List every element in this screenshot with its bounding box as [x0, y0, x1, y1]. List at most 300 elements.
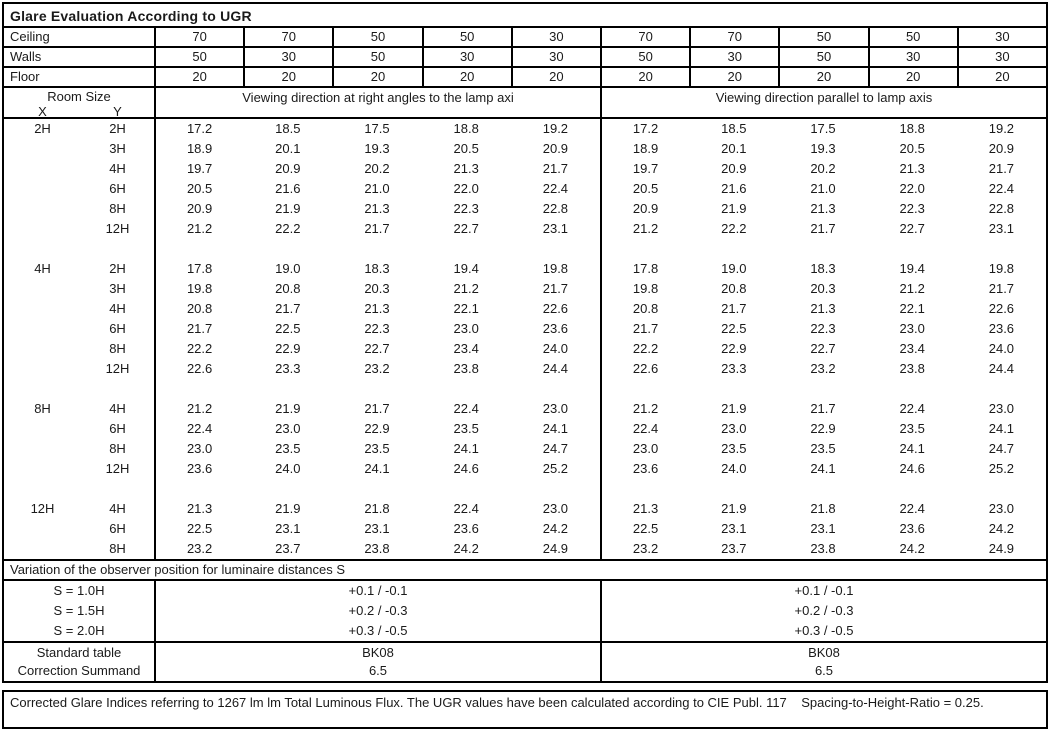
ugr-value-right: 20.5 — [899, 141, 925, 156]
ugr-value-left: 23.2 — [154, 539, 243, 559]
ugr-value-left: 23.6 — [154, 459, 243, 479]
ugr-value-right: 22.7 — [899, 221, 925, 236]
ugr-value-right: 24.2 — [899, 541, 925, 556]
room-x-value — [4, 379, 81, 399]
surface-value: 50 — [332, 48, 421, 66]
ugr-value-left: 24.6 — [453, 461, 479, 476]
surface-value: 70 — [243, 28, 332, 46]
room-x-value: 12H — [30, 501, 55, 516]
ugr-value-left: 23.8 — [364, 541, 390, 556]
ugr-value-left: 21.3 — [364, 301, 390, 316]
ugr-value-left: 23.5 — [364, 441, 390, 456]
ugr-value-right — [868, 379, 957, 399]
surface-value: 50 — [778, 28, 867, 46]
ugr-value-left: 19.0 — [275, 261, 301, 276]
room-y-value: 2H — [109, 121, 126, 136]
ugr-value-left: 19.3 — [364, 141, 390, 156]
ugr-value-right — [689, 479, 778, 499]
variation-value-left: +0.3 / -0.5 — [154, 621, 600, 641]
room-x-value — [4, 359, 81, 379]
room-y-value: 2H — [109, 261, 126, 276]
surface-value: 20 — [778, 68, 867, 86]
surface-row-label: Walls — [10, 49, 42, 64]
ugr-value-left — [422, 239, 511, 259]
ugr-value-left: 21.7 — [154, 319, 243, 339]
ugr-value-left — [332, 479, 421, 499]
surface-value: 20 — [689, 68, 778, 86]
ugr-value-right: 18.9 — [600, 139, 689, 159]
ugr-value-left: 24.2 — [542, 521, 569, 536]
room-x-value — [4, 139, 81, 159]
ugr-row — [4, 479, 1046, 499]
ugr-value-right — [778, 379, 867, 399]
ugr-value-right: 21.3 — [810, 301, 836, 316]
surface-row-label: Ceiling — [10, 29, 50, 44]
surface-value: 30 — [957, 48, 1046, 66]
ugr-value-left: 25.2 — [542, 461, 569, 476]
surface-value: 30 — [243, 48, 332, 66]
ugr-row — [4, 419, 1046, 439]
surface-value: 70 — [600, 28, 689, 46]
ugr-value-right: 23.6 — [600, 459, 689, 479]
ugr-value-right: 23.1 — [988, 221, 1015, 236]
ugr-value-right: 24.0 — [721, 461, 747, 476]
ugr-value-right — [957, 239, 1046, 259]
surface-value: 30 — [689, 48, 778, 66]
ugr-value-right: 23.6 — [988, 321, 1015, 336]
ugr-value-right — [957, 479, 1046, 499]
room-y-value: 8H — [109, 541, 126, 556]
ugr-value-right: 20.3 — [810, 281, 836, 296]
ugr-value-left: 20.9 — [542, 141, 569, 156]
room-x-value — [4, 179, 81, 199]
ugr-value-right: 22.1 — [899, 301, 925, 316]
room-y-value: 8H — [109, 441, 126, 456]
variation-row — [4, 621, 1046, 641]
ugr-value-right: 21.2 — [899, 281, 925, 296]
ugr-value-right: 21.9 — [721, 501, 747, 516]
ugr-value-left: 19.7 — [154, 159, 243, 179]
x-axis-label: X — [38, 104, 47, 119]
room-x-value — [4, 539, 81, 559]
summary-label: Standard table — [36, 645, 122, 660]
room-x-value: 2H — [34, 121, 51, 136]
ugr-value-left: 22.7 — [453, 221, 479, 236]
ugr-row — [4, 339, 1046, 359]
ugr-value-left: 20.5 — [453, 141, 479, 156]
ugr-row — [4, 459, 1046, 479]
ugr-value-right: 17.8 — [600, 259, 689, 279]
ugr-value-right — [600, 239, 689, 259]
ugr-value-left: 24.0 — [275, 461, 301, 476]
ugr-row — [4, 539, 1046, 559]
ugr-value-left — [511, 479, 600, 499]
room-y-value: 6H — [109, 521, 126, 536]
ugr-value-left: 21.9 — [275, 501, 301, 516]
ugr-value-right: 21.7 — [721, 301, 747, 316]
ugr-value-right: 22.9 — [810, 421, 836, 436]
ugr-value-right: 20.8 — [600, 299, 689, 319]
room-x-value — [4, 219, 81, 239]
surface-value: 70 — [689, 28, 778, 46]
ugr-value-right: 21.7 — [810, 221, 836, 236]
summary-label: Correction Summand — [17, 663, 141, 678]
ugr-value-right: 21.3 — [899, 161, 925, 176]
surface-value: 50 — [600, 48, 689, 66]
ugr-value-right — [778, 479, 867, 499]
ugr-value-right: 22.5 — [600, 519, 689, 539]
ugr-value-left: 22.5 — [275, 321, 301, 336]
table-title: Glare Evaluation According to UGR — [4, 4, 1046, 28]
ugr-value-left: 22.4 — [154, 419, 243, 439]
ugr-value-right — [600, 379, 689, 399]
ugr-value-left — [154, 239, 243, 259]
ugr-value-left: 23.0 — [542, 501, 569, 516]
ugr-row — [4, 499, 1046, 519]
ugr-value-right: 23.8 — [899, 361, 925, 376]
surface-value: 30 — [868, 48, 957, 66]
ugr-value-left: 24.7 — [542, 441, 569, 456]
ugr-value-left: 22.5 — [154, 519, 243, 539]
ugr-value-left: 19.2 — [542, 121, 569, 136]
ugr-value-right: 22.4 — [899, 501, 925, 516]
surface-value: 50 — [868, 28, 957, 46]
ugr-row — [4, 179, 1046, 199]
ugr-value-left: 23.5 — [275, 441, 301, 456]
ugr-row — [4, 319, 1046, 339]
room-y-value: 12H — [105, 461, 130, 476]
ugr-value-left: 22.2 — [154, 339, 243, 359]
ugr-value-left: 23.1 — [275, 521, 301, 536]
room-x-value — [4, 419, 81, 439]
ugr-value-right: 23.0 — [988, 501, 1015, 516]
ugr-value-right: 24.2 — [988, 521, 1015, 536]
variation-value-left: +0.2 / -0.3 — [154, 601, 600, 621]
ugr-value-left: 20.2 — [364, 161, 390, 176]
ugr-value-left: 21.6 — [275, 181, 301, 196]
ugr-value-right: 23.1 — [721, 521, 747, 536]
ugr-value-left: 23.6 — [453, 521, 479, 536]
ugr-value-right: 23.5 — [721, 441, 747, 456]
summary-value-left: BK08 — [154, 643, 600, 663]
variation-value-right: +0.1 / -0.1 — [600, 581, 1046, 601]
ugr-value-right: 17.5 — [810, 121, 836, 136]
ugr-value-right: 19.0 — [721, 261, 747, 276]
room-y-value: 4H — [109, 401, 126, 416]
ugr-value-left: 21.7 — [364, 221, 390, 236]
ugr-value-right: 20.9 — [600, 199, 689, 219]
summary-value-right: BK08 — [600, 643, 1046, 663]
ugr-value-left — [243, 479, 332, 499]
ugr-value-left: 24.1 — [364, 461, 390, 476]
ugr-value-left — [422, 479, 511, 499]
room-y-value: 4H — [109, 301, 126, 316]
ugr-value-right: 22.8 — [988, 201, 1015, 216]
ugr-value-left: 23.6 — [542, 321, 569, 336]
ugr-value-left: 20.3 — [364, 281, 390, 296]
ugr-value-left: 22.2 — [275, 221, 301, 236]
ugr-value-left: 24.0 — [542, 341, 569, 356]
ugr-value-right: 24.1 — [899, 441, 925, 456]
room-size-header — [4, 88, 154, 119]
room-y-value: 4H — [109, 161, 126, 176]
ugr-value-right: 18.5 — [721, 121, 747, 136]
ugr-value-left: 22.4 — [542, 181, 569, 196]
variation-label: S = 1.0H — [53, 583, 105, 598]
surface-value: 30 — [511, 48, 600, 66]
surface-value: 50 — [154, 48, 243, 66]
ugr-value-left: 19.8 — [154, 279, 243, 299]
ugr-value-right: 21.2 — [600, 399, 689, 419]
ugr-value-right — [868, 479, 957, 499]
summary-value-right: 6.5 — [600, 661, 1046, 681]
ugr-value-right: 19.7 — [600, 159, 689, 179]
ugr-value-left: 22.7 — [364, 341, 390, 356]
ugr-value-left: 21.9 — [275, 401, 301, 416]
ugr-value-left — [154, 479, 243, 499]
summary-row — [4, 641, 1046, 661]
room-x-value — [4, 159, 81, 179]
ugr-value-right: 25.2 — [988, 461, 1015, 476]
ugr-value-left: 22.4 — [453, 501, 479, 516]
summary-value-left: 6.5 — [154, 661, 600, 681]
room-y-value: 6H — [109, 181, 126, 196]
ugr-value-left: 23.1 — [542, 221, 569, 236]
ugr-value-right: 21.7 — [988, 161, 1015, 176]
ugr-value-left: 17.8 — [154, 259, 243, 279]
room-y-value — [81, 379, 154, 399]
ugr-value-left: 23.7 — [275, 541, 301, 556]
surface-row-floor — [4, 68, 1046, 88]
ugr-row — [4, 199, 1046, 219]
ugr-value-right — [868, 239, 957, 259]
ugr-value-left: 22.9 — [275, 341, 301, 356]
ugr-value-right: 23.3 — [721, 361, 747, 376]
ugr-value-right: 23.2 — [810, 361, 836, 376]
room-x-value — [4, 319, 81, 339]
ugr-value-right: 23.0 — [988, 401, 1015, 416]
room-y-value: 3H — [109, 141, 126, 156]
ugr-value-left: 17.5 — [364, 121, 390, 136]
ugr-value-right: 22.4 — [600, 419, 689, 439]
surface-value: 70 — [154, 28, 243, 46]
ugr-value-left: 21.7 — [542, 281, 569, 296]
ugr-value-left: 23.8 — [453, 361, 479, 376]
ugr-value-right: 21.0 — [810, 181, 836, 196]
ugr-value-right: 20.2 — [810, 161, 836, 176]
y-axis-label: Y — [113, 104, 122, 119]
room-y-value: 8H — [109, 341, 126, 356]
ugr-row — [4, 259, 1046, 279]
ugr-value-right: 22.7 — [810, 341, 836, 356]
ugr-value-right: 24.1 — [988, 421, 1015, 436]
ugr-value-left: 23.3 — [275, 361, 301, 376]
ugr-value-right: 19.4 — [899, 261, 925, 276]
ugr-value-right: 22.4 — [899, 401, 925, 416]
ugr-value-left — [154, 379, 243, 399]
room-x-value — [4, 439, 81, 459]
ugr-value-right: 19.8 — [988, 261, 1015, 276]
ugr-value-left: 21.3 — [154, 499, 243, 519]
ugr-value-right: 22.6 — [988, 301, 1015, 316]
ugr-value-left — [511, 379, 600, 399]
ugr-value-right: 21.7 — [988, 281, 1015, 296]
variation-value-left: +0.1 / -0.1 — [154, 581, 600, 601]
room-x-value — [4, 459, 81, 479]
ugr-value-right: 23.0 — [721, 421, 747, 436]
ugr-value-right: 24.0 — [988, 341, 1015, 356]
ugr-value-left: 18.8 — [453, 121, 479, 136]
ugr-value-right: 22.2 — [721, 221, 747, 236]
ugr-value-right: 24.7 — [988, 441, 1015, 456]
variation-row — [4, 601, 1046, 621]
ugr-value-right — [689, 239, 778, 259]
ugr-value-right: 22.3 — [899, 201, 925, 216]
ugr-value-left: 22.6 — [542, 301, 569, 316]
room-x-value: 4H — [34, 261, 51, 276]
ugr-value-right: 21.2 — [600, 219, 689, 239]
variation-heading: Variation of the observer position for luminaire distances S — [4, 559, 1046, 581]
ugr-value-left: 21.2 — [154, 219, 243, 239]
ugr-value-right: 23.7 — [721, 541, 747, 556]
ugr-value-right: 24.1 — [810, 461, 836, 476]
ugr-value-right — [957, 379, 1046, 399]
ugr-row — [4, 359, 1046, 379]
room-y-value: 6H — [109, 321, 126, 336]
left-viewing-heading: Viewing direction at right angles to the lamp axi — [154, 88, 600, 119]
ugr-value-right: 22.6 — [600, 359, 689, 379]
ugr-value-right: 20.9 — [988, 141, 1015, 156]
ugr-value-left: 21.2 — [154, 399, 243, 419]
surface-row-ceiling — [4, 28, 1046, 48]
ugr-value-left: 19.8 — [542, 261, 569, 276]
surface-value: 20 — [243, 68, 332, 86]
room-x-value — [4, 479, 81, 499]
surface-row-label: Floor — [10, 69, 40, 84]
ugr-value-left: 23.2 — [364, 361, 390, 376]
room-x-value — [4, 239, 81, 259]
ugr-value-right: 20.8 — [721, 281, 747, 296]
ugr-row — [4, 299, 1046, 319]
ugr-value-right: 19.8 — [600, 279, 689, 299]
surface-value: 20 — [422, 68, 511, 86]
ugr-value-left: 20.9 — [154, 199, 243, 219]
ugr-value-right: 23.5 — [899, 421, 925, 436]
ugr-row — [4, 439, 1046, 459]
ugr-value-right: 23.6 — [899, 521, 925, 536]
ugr-value-right: 23.0 — [600, 439, 689, 459]
room-y-value — [81, 479, 154, 499]
surface-value: 30 — [957, 28, 1046, 46]
ugr-table — [2, 2, 1048, 683]
ugr-value-left: 22.0 — [453, 181, 479, 196]
ugr-value-left: 22.4 — [453, 401, 479, 416]
ugr-value-left: 21.3 — [364, 201, 390, 216]
ugr-value-left: 21.0 — [364, 181, 390, 196]
ugr-row — [4, 279, 1046, 299]
ugr-value-left: 22.6 — [154, 359, 243, 379]
room-x-value — [4, 199, 81, 219]
surface-reflectance-rows — [4, 28, 1046, 88]
ugr-value-right: 21.6 — [721, 181, 747, 196]
room-y-value: 6H — [109, 421, 126, 436]
ugr-value-right: 18.8 — [899, 121, 925, 136]
variation-label: S = 1.5H — [53, 603, 105, 618]
room-y-value: 4H — [109, 501, 126, 516]
surface-row-walls — [4, 48, 1046, 68]
ugr-value-left: 24.4 — [542, 361, 569, 376]
ugr-value-right: 23.8 — [810, 541, 836, 556]
ugr-value-right: 22.0 — [899, 181, 925, 196]
surface-value: 50 — [778, 48, 867, 66]
ugr-value-right: 20.9 — [721, 161, 747, 176]
ugr-value-right: 20.1 — [721, 141, 747, 156]
room-size-label: Room Size — [47, 89, 111, 104]
ugr-value-right: 23.1 — [810, 521, 836, 536]
ugr-value-right: 22.5 — [721, 321, 747, 336]
summary-row — [4, 661, 1046, 681]
ugr-value-right: 21.9 — [721, 401, 747, 416]
summary-rows — [4, 641, 1046, 681]
ugr-row — [4, 519, 1046, 539]
surface-value: 20 — [600, 68, 689, 86]
ugr-value-right: 21.9 — [721, 201, 747, 216]
room-x-value — [4, 519, 81, 539]
ugr-value-right: 24.4 — [988, 361, 1015, 376]
ugr-value-right: 22.3 — [810, 321, 836, 336]
ugr-value-right: 23.5 — [810, 441, 836, 456]
ugr-row — [4, 399, 1046, 419]
ugr-value-right: 17.2 — [600, 119, 689, 139]
variation-value-right: +0.3 / -0.5 — [600, 621, 1046, 641]
ugr-value-left: 24.2 — [453, 541, 479, 556]
ugr-value-left: 21.8 — [364, 501, 390, 516]
ugr-value-left: 23.5 — [453, 421, 479, 436]
table-header-row — [4, 88, 1046, 119]
ugr-value-right: 23.4 — [899, 341, 925, 356]
surface-value: 30 — [422, 48, 511, 66]
room-x-value — [4, 279, 81, 299]
surface-value: 20 — [957, 68, 1046, 86]
ugr-value-right: 21.7 — [600, 319, 689, 339]
ugr-value-right: 24.6 — [899, 461, 925, 476]
ugr-value-left — [332, 239, 421, 259]
ugr-value-right — [689, 379, 778, 399]
ugr-value-right: 22.9 — [721, 341, 747, 356]
ugr-value-left — [243, 379, 332, 399]
variation-label: S = 2.0H — [53, 623, 105, 638]
ugr-value-right: 19.3 — [810, 141, 836, 156]
ugr-value-left: 20.5 — [154, 179, 243, 199]
surface-value: 50 — [332, 28, 421, 46]
ugr-value-left — [422, 379, 511, 399]
ugr-row — [4, 379, 1046, 399]
surface-value: 20 — [868, 68, 957, 86]
ugr-row — [4, 159, 1046, 179]
ugr-value-left: 24.1 — [453, 441, 479, 456]
ugr-value-left: 21.7 — [542, 161, 569, 176]
ugr-value-right: 18.3 — [810, 261, 836, 276]
ugr-value-right: 21.8 — [810, 501, 836, 516]
ugr-value-left: 21.7 — [275, 301, 301, 316]
ugr-value-left: 22.3 — [453, 201, 479, 216]
ugr-value-left: 19.4 — [453, 261, 479, 276]
ugr-value-right: 21.3 — [810, 201, 836, 216]
ugr-row — [4, 219, 1046, 239]
room-x-value — [4, 299, 81, 319]
ugr-value-left: 21.2 — [453, 281, 479, 296]
ugr-value-left: 23.0 — [453, 321, 479, 336]
